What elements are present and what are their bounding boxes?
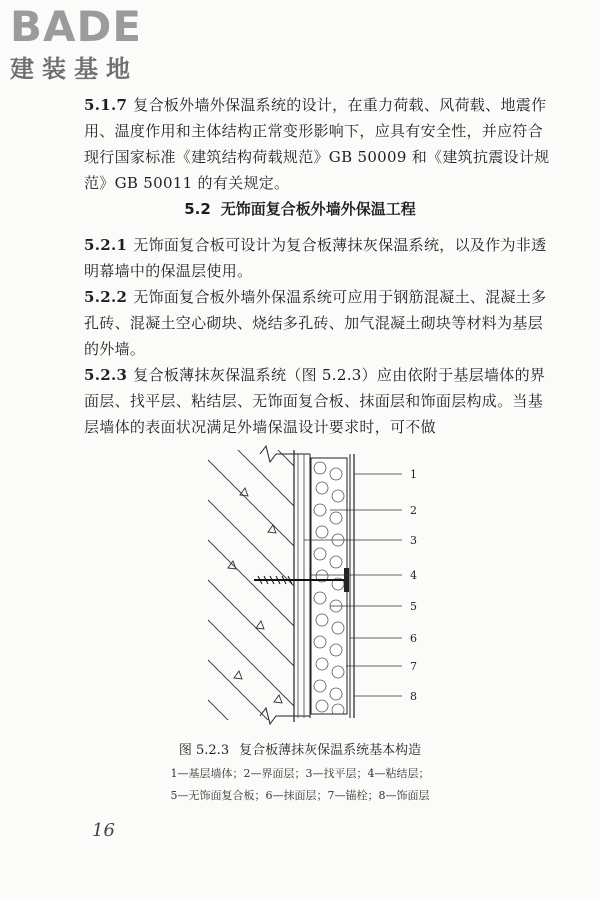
clause-number: 5.1.7 — [84, 96, 128, 114]
wall-section-drawing — [170, 440, 430, 735]
section-number: 5.2 — [184, 200, 211, 218]
clause-5-1-7 — [84, 92, 554, 196]
label-7: 7 — [410, 660, 417, 673]
insulation-board — [311, 458, 347, 716]
label-2: 2 — [410, 504, 417, 517]
label-6: 6 — [410, 632, 417, 645]
section-heading: 无饰面复合板外墙外保温工程 — [220, 200, 416, 218]
label-4: 4 — [410, 569, 417, 582]
interface-layer — [294, 450, 298, 722]
clause-number: 5.2.3 — [84, 366, 128, 384]
figure-legend-line-2: 5—无饰面复合板；6—抹面层；7—锚栓；8—饰面层 — [170, 789, 430, 802]
figure-caption — [0, 740, 600, 762]
section-title — [0, 196, 600, 222]
clause-5-2-1 — [84, 232, 554, 284]
figure-title: 复合板薄抹灰保温系统基本构造 — [239, 743, 422, 758]
clause-5-2-3 — [84, 362, 554, 440]
base-wall — [208, 440, 310, 735]
clause-text: 复合板薄抹灰保温系统（图 5.2.3）应由依附于基层墙体的界面层、找平层、粘结层、无饰面复合板、抹面层和饰面层构成。当基层墙体的表面状况满足外墙保温设计要求时，可不做 — [84, 366, 546, 436]
label-8: 8 — [410, 690, 417, 703]
label-5: 5 — [410, 600, 417, 613]
clause-text: 无饰面复合板外墙外保温系统可应用于钢筋混凝土、混凝土多孔砖、混凝土空心砌块、烧结多孔砖、加气混凝土砌块等材料为基层的外墙。 — [84, 288, 547, 358]
label-1: 1 — [410, 468, 417, 481]
logo-subtitle: 建装基地 — [10, 55, 138, 83]
logo-wordmark: BADE — [10, 2, 143, 51]
clause-5-2-2 — [84, 284, 554, 362]
figure-number: 图 5.2.3 — [178, 743, 230, 758]
clause-text: 复合板外墙外保温系统的设计，在重力荷载、风荷载、地震作用、温度作用和主体结构正常变形影响下，应具有安全性，并应符合现行国家标准《建筑结构荷载规范》GB 50009 和《建筑抗震设计规范》GB 50011 的有关规定。 — [84, 96, 550, 192]
logo — [10, 4, 180, 94]
page-number: 16 — [92, 820, 115, 841]
label-3: 3 — [410, 534, 417, 547]
clause-text: 无饰面复合板可设计为复合板薄抹灰保温系统，以及作为非透明幕墙中的保温层使用。 — [84, 236, 547, 280]
clause-number: 5.2.1 — [84, 236, 128, 254]
clause-number: 5.2.2 — [84, 288, 128, 306]
figure-legend-line-1: 1—基层墙体；2—界面层；3—找平层；4—粘结层； — [170, 767, 430, 780]
wall-section-figure — [170, 440, 430, 739]
